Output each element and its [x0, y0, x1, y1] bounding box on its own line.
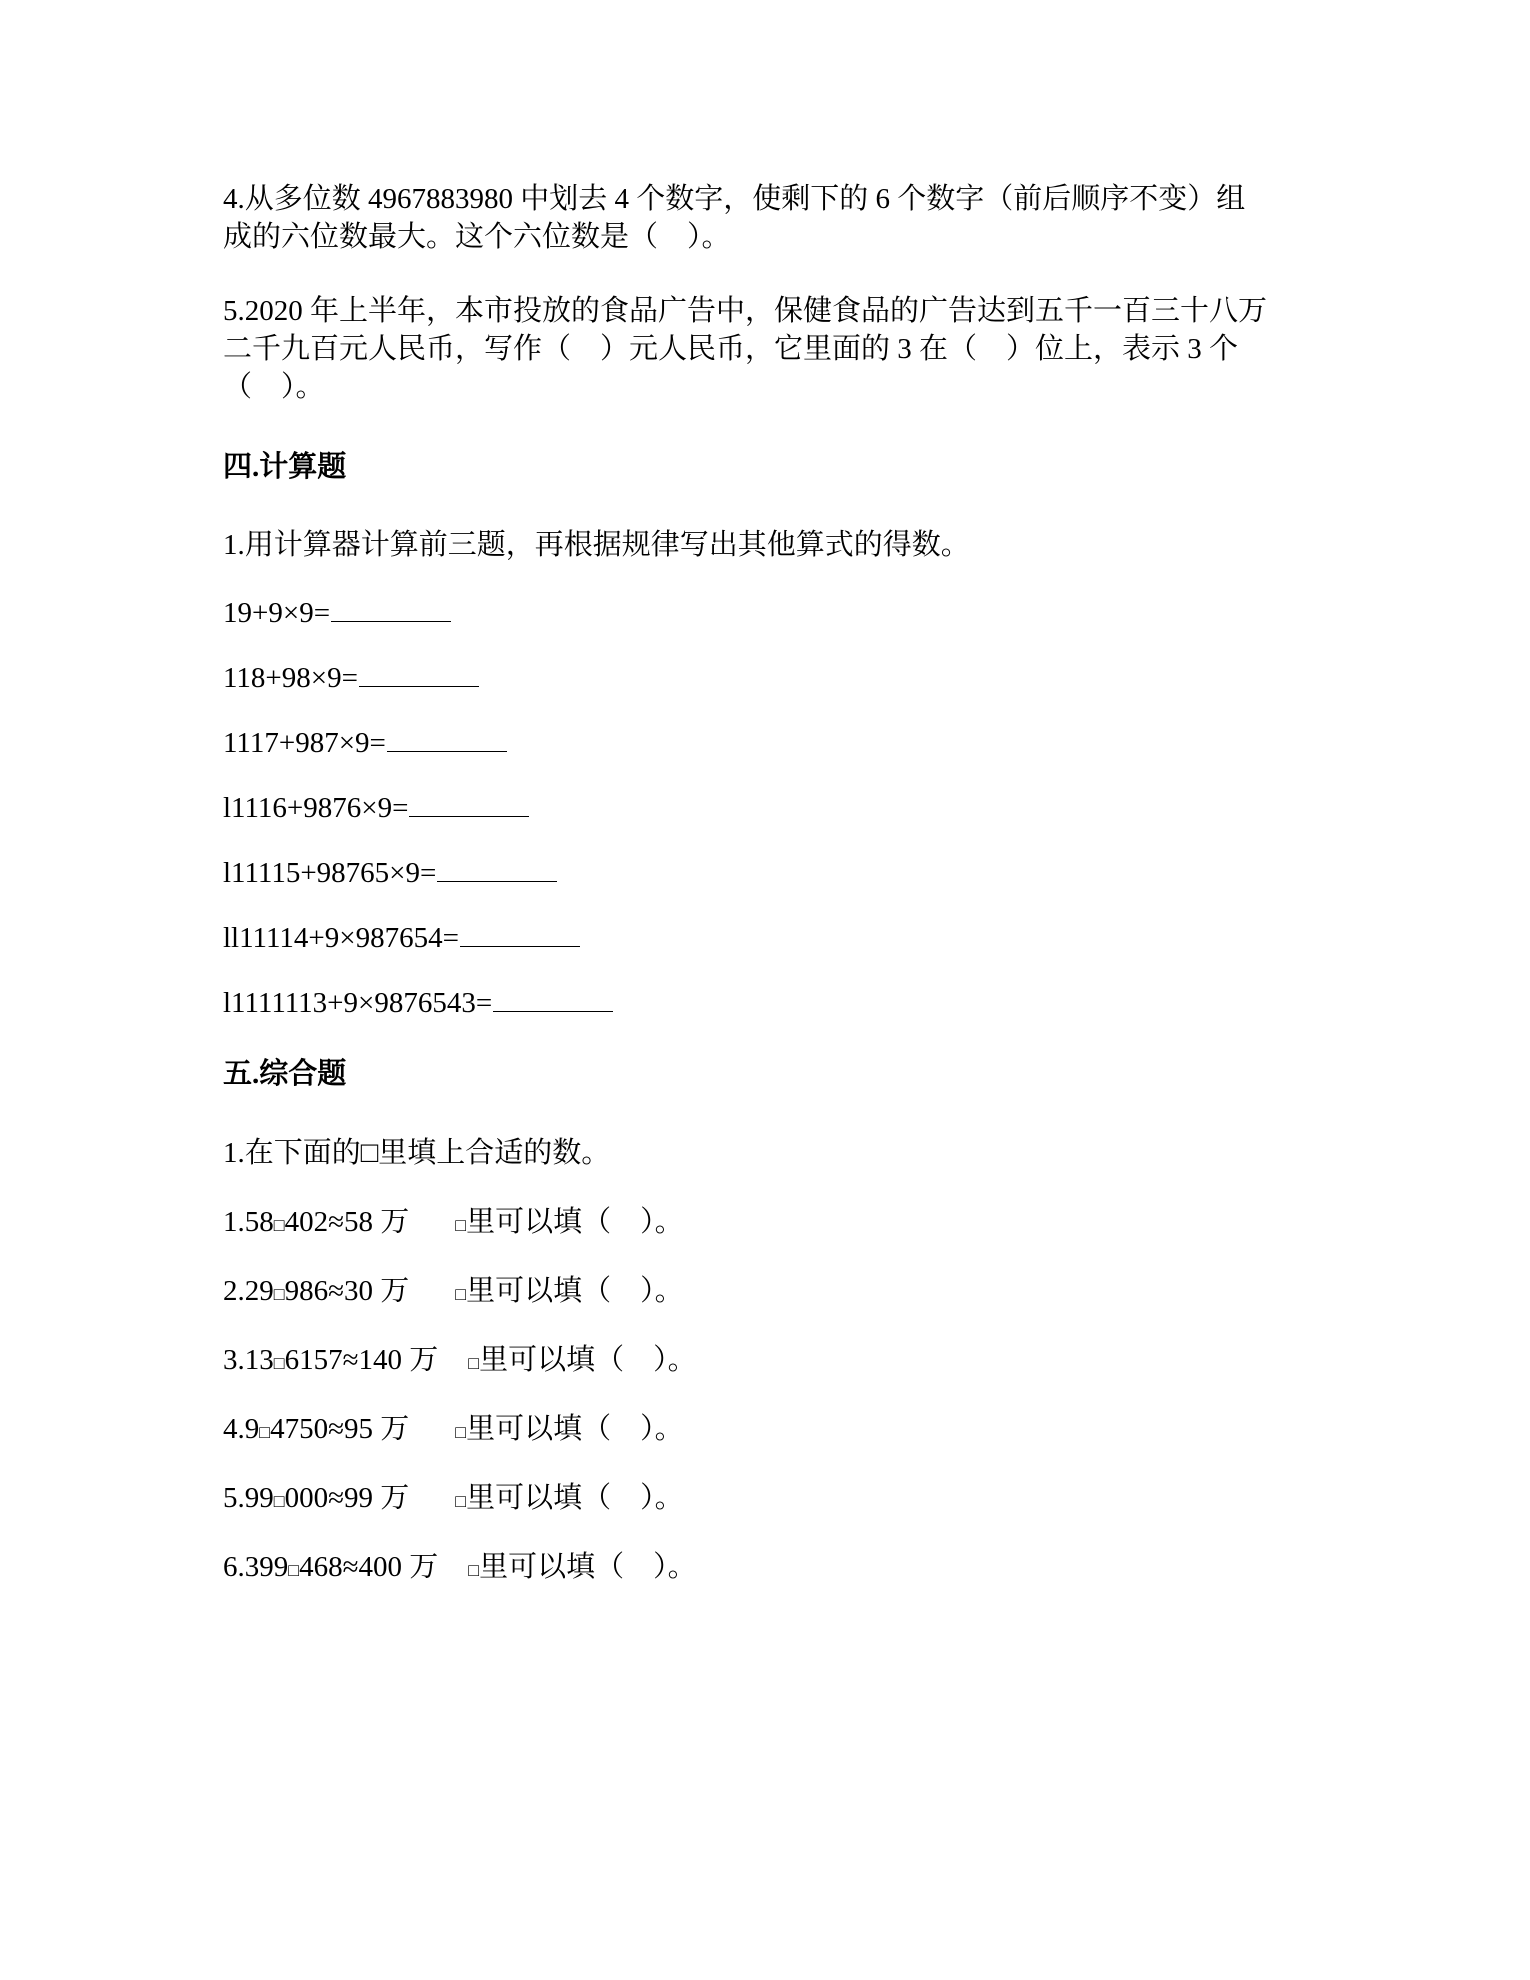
- item-fill: 里可以填（ ）。: [466, 1482, 684, 1514]
- answer-blank[interactable]: [331, 597, 451, 622]
- item-rest: 000≈99 万: [284, 1482, 410, 1514]
- equation-text: 118+98×9=: [223, 662, 358, 694]
- empty-box-icon: □: [468, 1353, 480, 1373]
- equation-text: l11115+98765×9=: [223, 857, 437, 889]
- equation-5: [223, 854, 557, 892]
- empty-box-icon: □: [273, 1491, 285, 1511]
- item-rest: 986≈30 万: [284, 1275, 410, 1307]
- empty-box-icon: □: [273, 1353, 285, 1373]
- answer-blank[interactable]: [359, 662, 479, 687]
- answer-blank[interactable]: [437, 857, 557, 882]
- empty-box-icon: □: [288, 1560, 300, 1580]
- item-fill: 里可以填（ ）。: [466, 1206, 684, 1238]
- equation-text: l1116+9876×9=: [223, 792, 409, 824]
- empty-box-icon: □: [455, 1422, 467, 1442]
- equation-7: [223, 984, 613, 1022]
- equation-text: 19+9×9=: [223, 597, 331, 629]
- q5-line-2: 二千九百元人民币，写作（ ）元人民币，它里面的 3 在（ ）位上，表示 3 个: [223, 333, 1239, 365]
- empty-box-icon: □: [273, 1284, 285, 1304]
- equation-4: [223, 789, 529, 827]
- item-fill: 里可以填（ ）。: [466, 1413, 684, 1445]
- section-5-intro: 1.在下面的□里填上合适的数。: [223, 1137, 611, 1169]
- empty-box-icon: □: [259, 1422, 271, 1442]
- item-expr: 1.58: [223, 1206, 274, 1238]
- q5-line-1: 5.2020 年上半年，本市投放的食品广告中，保健食品的广告达到五千一百三十八万: [223, 295, 1268, 327]
- q4-line-2: 成的六位数最大。这个六位数是（ ）。: [223, 221, 731, 253]
- empty-box-icon: □: [455, 1215, 467, 1235]
- rounding-item-4: [223, 1410, 684, 1451]
- equation-1: [223, 594, 451, 632]
- equation-3: [223, 724, 507, 762]
- item-fill: 里可以填（ ）。: [479, 1551, 697, 1583]
- item-rest: 4750≈95 万: [270, 1413, 410, 1445]
- item-fill: 里可以填（ ）。: [479, 1344, 697, 1376]
- answer-blank[interactable]: [493, 987, 613, 1012]
- rounding-item-6: [223, 1548, 697, 1589]
- answer-blank[interactable]: [387, 727, 507, 752]
- item-fill: 里可以填（ ）。: [466, 1275, 684, 1307]
- equation-text: ll11114+9×987654=: [223, 922, 459, 954]
- item-expr: 6.399: [223, 1551, 289, 1583]
- item-expr: 5.99: [223, 1482, 274, 1514]
- section-4-title: 四.计算题: [223, 451, 347, 483]
- item-rest: 468≈400 万: [299, 1551, 439, 1583]
- answer-blank[interactable]: [460, 922, 580, 947]
- item-expr: 3.13: [223, 1344, 274, 1376]
- section-4-intro: 1.用计算器计算前三题，再根据规律写出其他算式的得数。: [223, 529, 970, 561]
- answer-blank[interactable]: [409, 792, 529, 817]
- item-expr: 2.29: [223, 1275, 274, 1307]
- q5-line-3: （ ）。: [223, 371, 325, 403]
- rounding-item-3: [223, 1341, 697, 1382]
- empty-box-icon: □: [455, 1284, 467, 1304]
- empty-box-icon: □: [273, 1215, 285, 1235]
- equation-2: [223, 659, 479, 697]
- equation-6: [223, 919, 580, 957]
- rounding-item-2: [223, 1272, 684, 1313]
- empty-box-icon: □: [468, 1560, 480, 1580]
- rounding-item-5: [223, 1479, 684, 1520]
- equation-text: l1111113+9×9876543=: [223, 987, 493, 1019]
- q4-line-1: 4.从多位数 4967883980 中划去 4 个数字，使剩下的 6 个数字（前后顺序不变）组: [223, 183, 1246, 215]
- rounding-item-1: [223, 1203, 684, 1244]
- section-5-title: 五.综合题: [223, 1058, 347, 1090]
- item-rest: 6157≈140 万: [284, 1344, 439, 1376]
- equation-text: 1117+987×9=: [223, 727, 386, 759]
- item-rest: 402≈58 万: [284, 1206, 410, 1238]
- empty-box-icon: □: [455, 1491, 467, 1511]
- item-expr: 4.9: [223, 1413, 260, 1445]
